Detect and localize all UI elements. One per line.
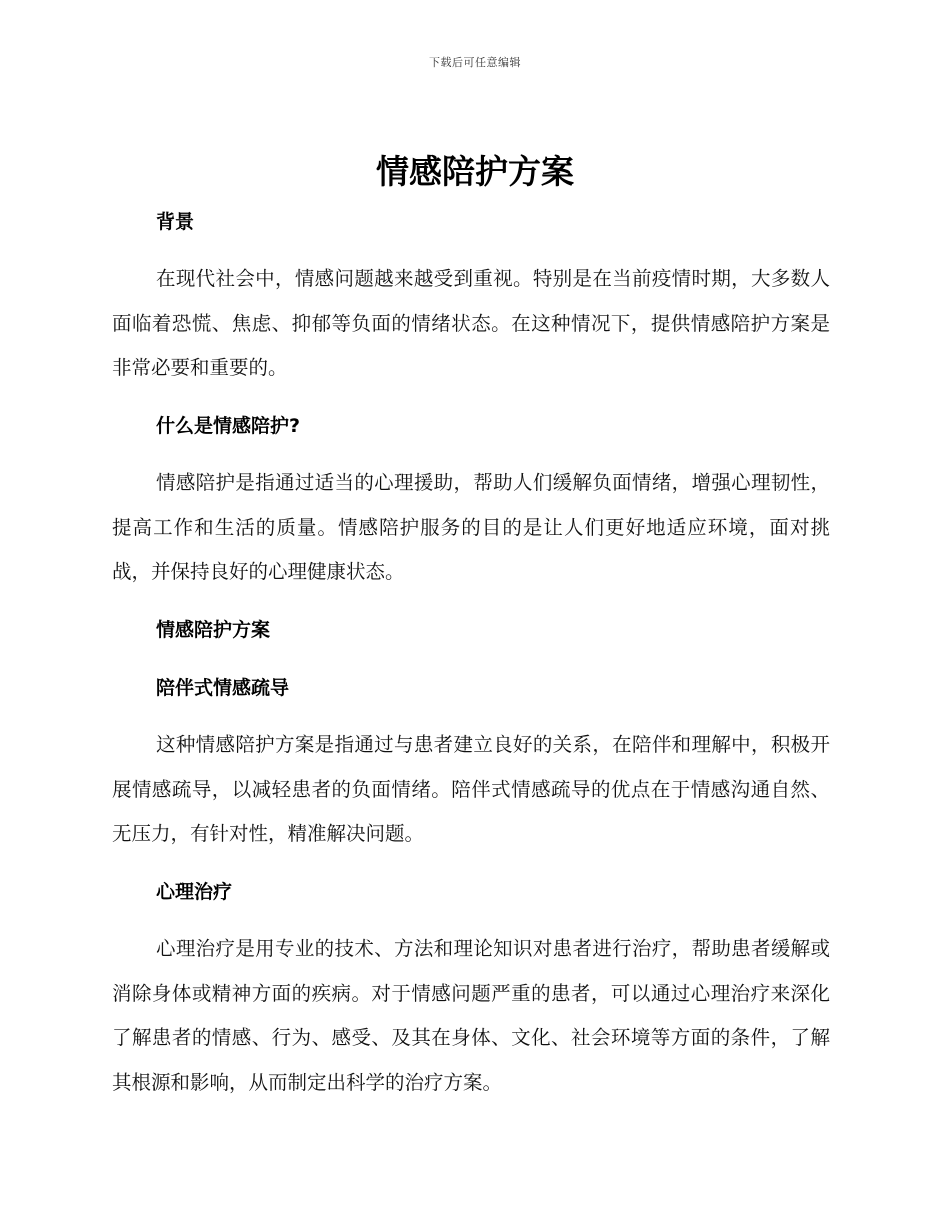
section-heading-what-is: 什么是情感陪护? bbox=[156, 415, 301, 437]
section-heading-background: 背景 bbox=[156, 211, 195, 233]
paragraph-what-is: 情感陪护是指通过适当的心理援助，帮助人们缓解负面情绪，增强心理韧性，提高工作和生活的质量。情感陪护服务的目的是让人们更好地适应环境，面对挑战，并保持良好的心理健康状态。 bbox=[112, 471, 830, 583]
subsection-heading-companion: 陪伴式情感疏导 bbox=[156, 677, 290, 699]
paragraph-companion: 这种情感陪护方案是指通过与患者建立良好的关系，在陪伴和理解中，积极开展情感疏导，以减轻患者的负面情绪。陪伴式情感疏导的优点在于情感沟通自然、无压力，有针对性，精准解决问题。 bbox=[112, 733, 830, 845]
document-title: 情感陪护方案 bbox=[376, 152, 574, 191]
paragraph-background: 在现代社会中，情感问题越来越受到重视。特别是在当前疫情时期，大多数人面临着恐慌、焦虑、抑郁等负面的情绪状态。在这种情况下，提供情感陪护方案是非常必要和重要的。 bbox=[112, 267, 830, 379]
header-note: 下载后可任意编辑 bbox=[429, 56, 521, 69]
subsection-heading-therapy: 心理治疗 bbox=[156, 881, 233, 903]
section-heading-plan: 情感陪护方案 bbox=[156, 619, 271, 641]
paragraph-therapy: 心理治疗是用专业的技术、方法和理论知识对患者进行治疗，帮助患者缓解或消除身体或精神方面的疾病。对于情感问题严重的患者，可以通过心理治疗来深化了解患者的情感、行为、感受、及其在身体、文化、社会环境等方面的条件，了解其根源和影响，从而制定出科学的治疗方案。 bbox=[112, 937, 830, 1094]
